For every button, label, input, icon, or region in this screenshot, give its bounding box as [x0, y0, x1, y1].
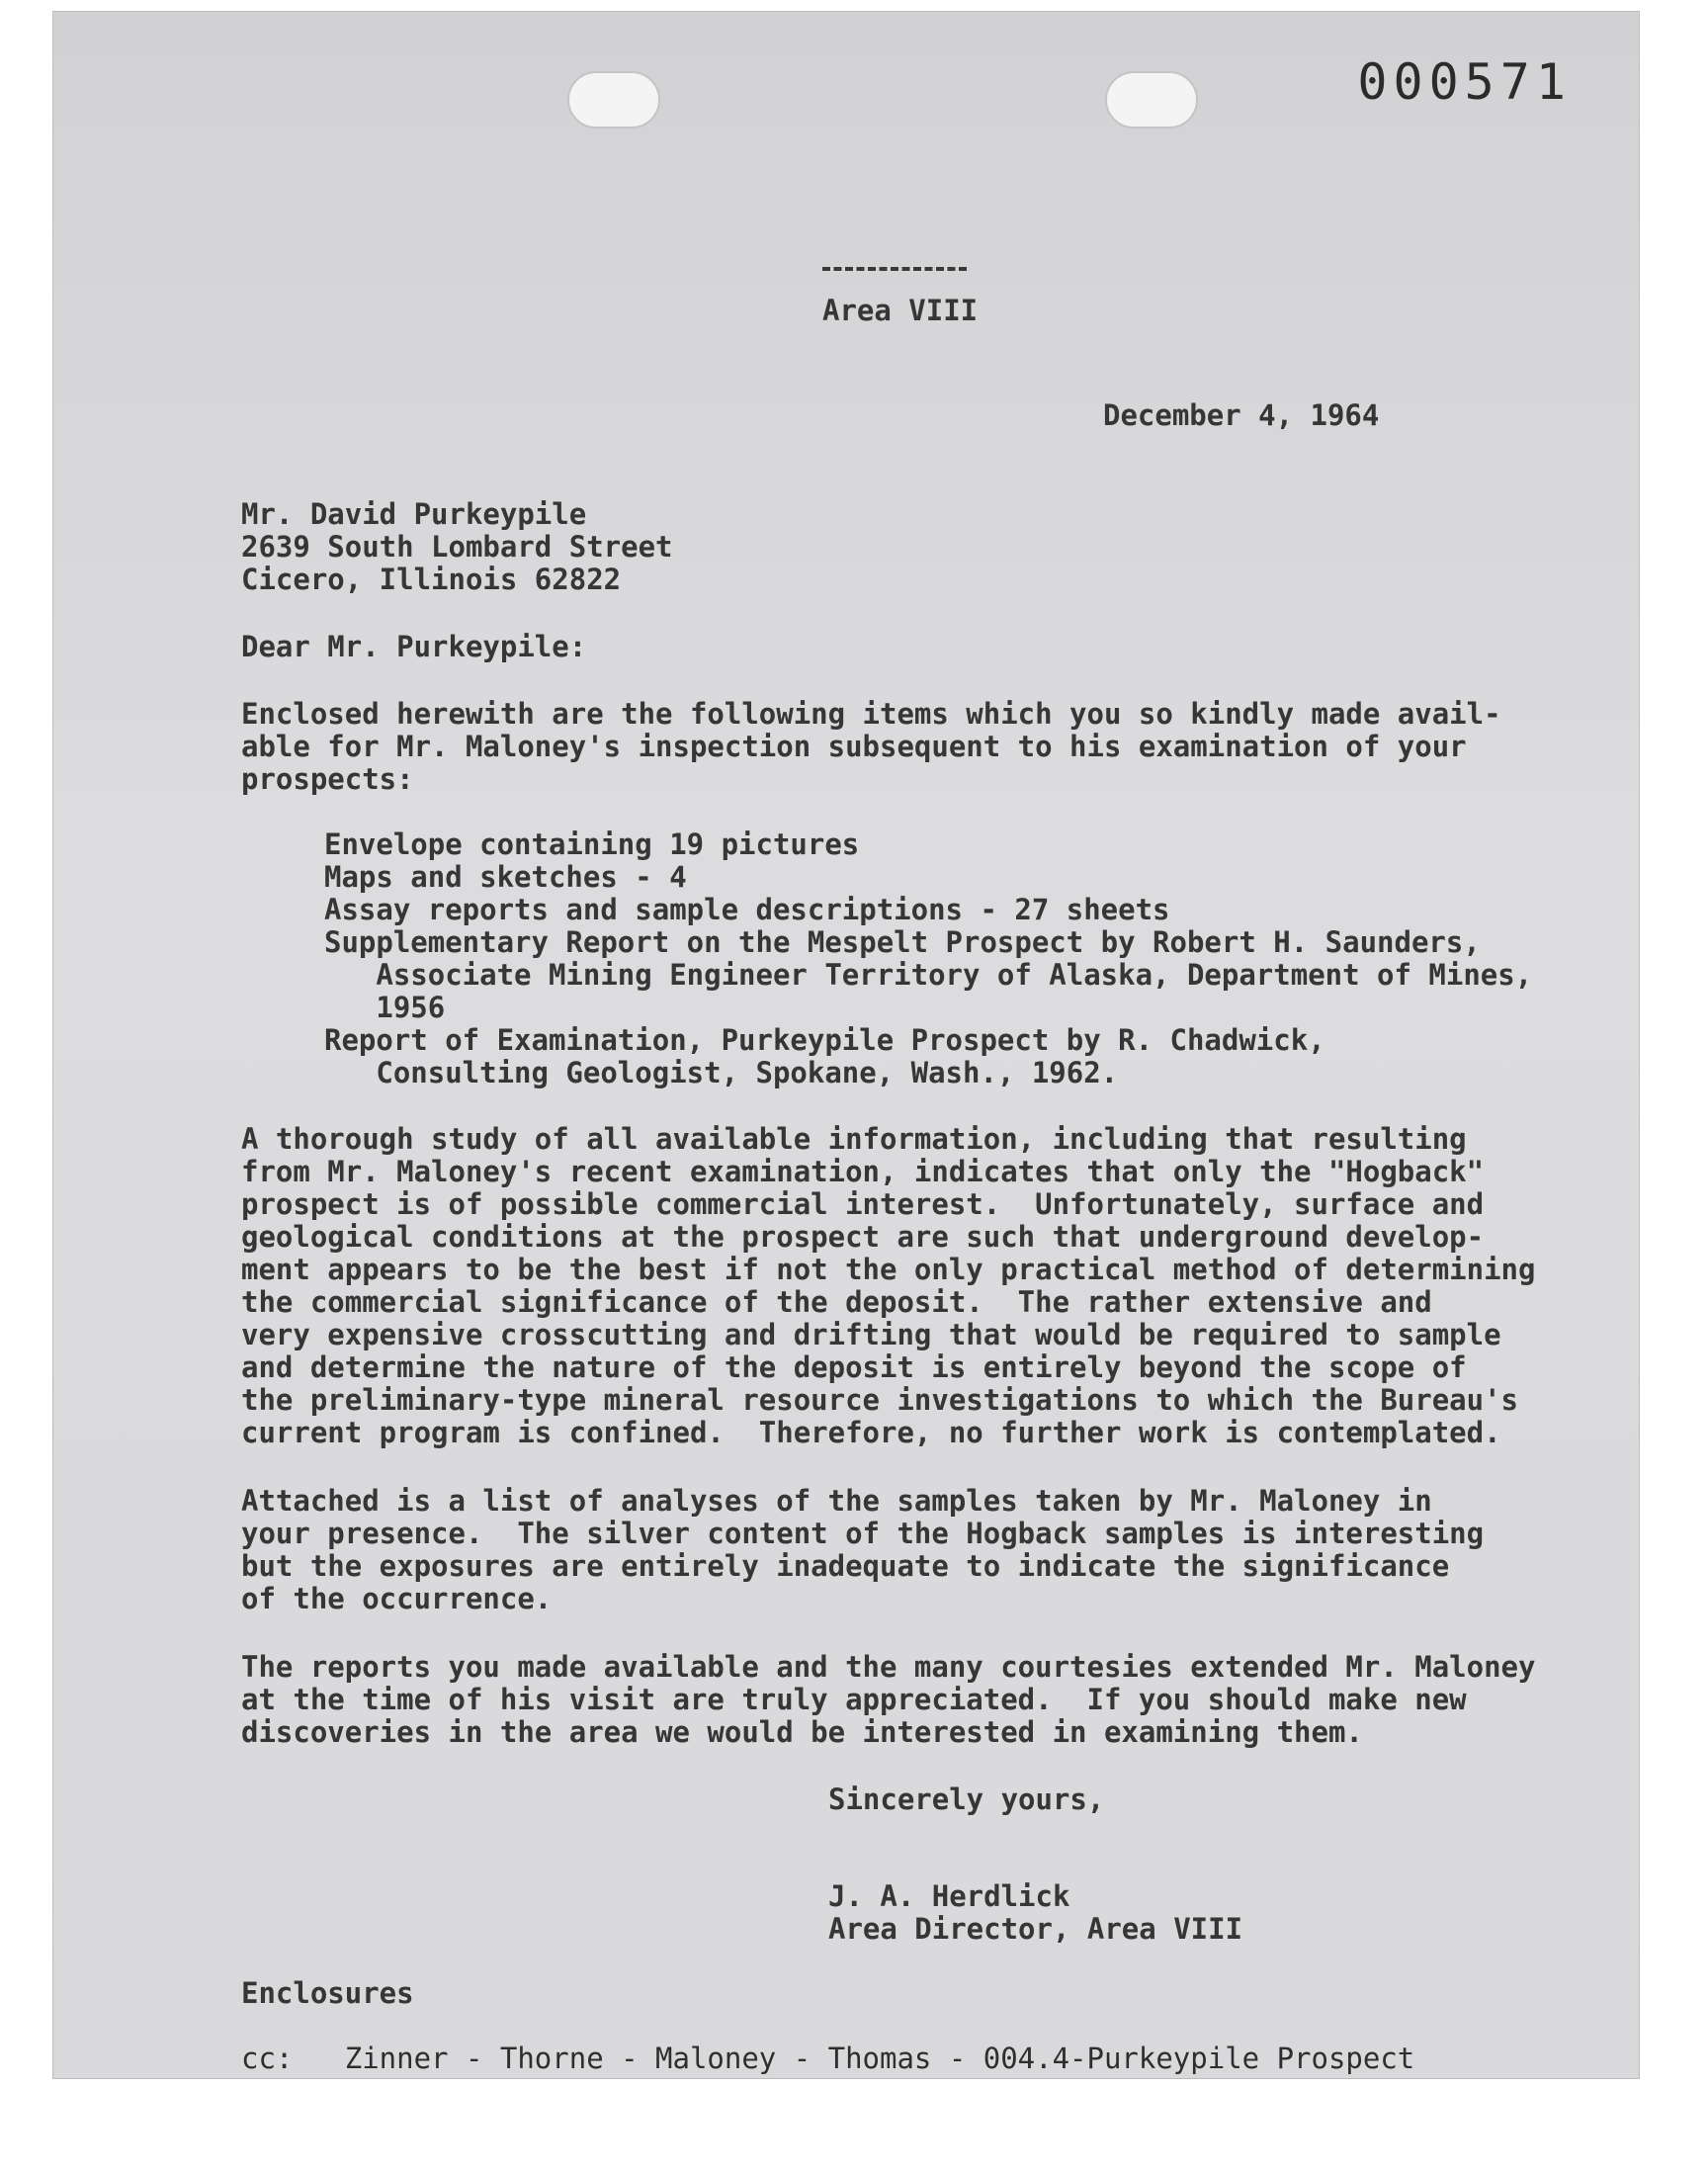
body-paragraph-analysis: A thorough study of all available information, including that resulting from Mr. Maloney's recent examination, indicates that only the "Hogback" prospect is of possible commercial interest. Unfortunately, surface and geological conditions at the prospect are such that underground develop- ment appears to be the best if not the only practical method of determining the commercial significance of the deposit. The rather extensive and very expensive crosscutting and drifting that would be required to sample and determine the nature of the deposit is entirely beyond the scope of the preliminary-type mineral resource investigations to which the Bureau's current program is confined. Therefore, no further work is contemplated. — [241, 1122, 1536, 1449]
punch-hole-right — [1105, 71, 1198, 129]
area-heading: Area VIII — [822, 294, 979, 327]
enclosure-item: Supplementary Report on the Mespelt Prospect by Robert H. Saunders, Associate Mining Engineer Territory of Alaska, Department of Mines, 1956 — [324, 925, 1533, 1024]
recipient-city: Cicero, Illinois 62822 — [241, 563, 622, 596]
intro-paragraph: Enclosed herewith are the following items which you so kindly made avail- able for Mr. Maloney's inspection subsequent to his examination of your prospects: — [241, 697, 1501, 796]
closing: Sincerely yours, — [828, 1783, 1105, 1816]
signatory-name: J. A. Herdlick — [828, 1879, 1070, 1913]
header-dashes — [822, 267, 967, 277]
enclosure-item: Maps and sketches - 4 — [324, 860, 687, 894]
signatory-title: Area Director, Area VIII — [828, 1912, 1243, 1946]
enclosures-label: Enclosures — [241, 1976, 414, 2010]
recipient-street: 2639 South Lombard Street — [241, 530, 673, 564]
enclosure-item: Assay reports and sample descriptions - 27 sheets — [324, 893, 1170, 926]
letter-page — [53, 12, 1639, 2078]
punch-hole-left — [567, 71, 660, 129]
recipient-name: Mr. David Purkeypile — [241, 497, 587, 531]
body-paragraph-thanks: The reports you made available and the many courtesies extended Mr. Maloney at the time of his visit are truly appreciated. If you should make new discoveries in the area we would be interested in examining them. — [241, 1650, 1536, 1749]
document-number: 000571 — [1357, 53, 1572, 111]
letter-date: December 4, 1964 — [1103, 398, 1380, 432]
enclosure-item: Report of Examination, Purkeypile Prospect by R. Chadwick, Consulting Geologist, Spokane, Wash., 1962. — [324, 1023, 1325, 1089]
body-paragraph-samples: Attached is a list of analyses of the samples taken by Mr. Maloney in your presence. The silver content of the Hogback samples is interesting but the exposures are entirely inadequate to indicate the significance of the occurrence. — [241, 1484, 1485, 1615]
salutation: Dear Mr. Purkeypile: — [241, 630, 587, 663]
cc-line: cc: Zinner - Thorne - Maloney - Thomas - 004.4-Purkeypile Prospect — [241, 2042, 1415, 2075]
enclosure-item: Envelope containing 19 pictures — [324, 827, 860, 861]
